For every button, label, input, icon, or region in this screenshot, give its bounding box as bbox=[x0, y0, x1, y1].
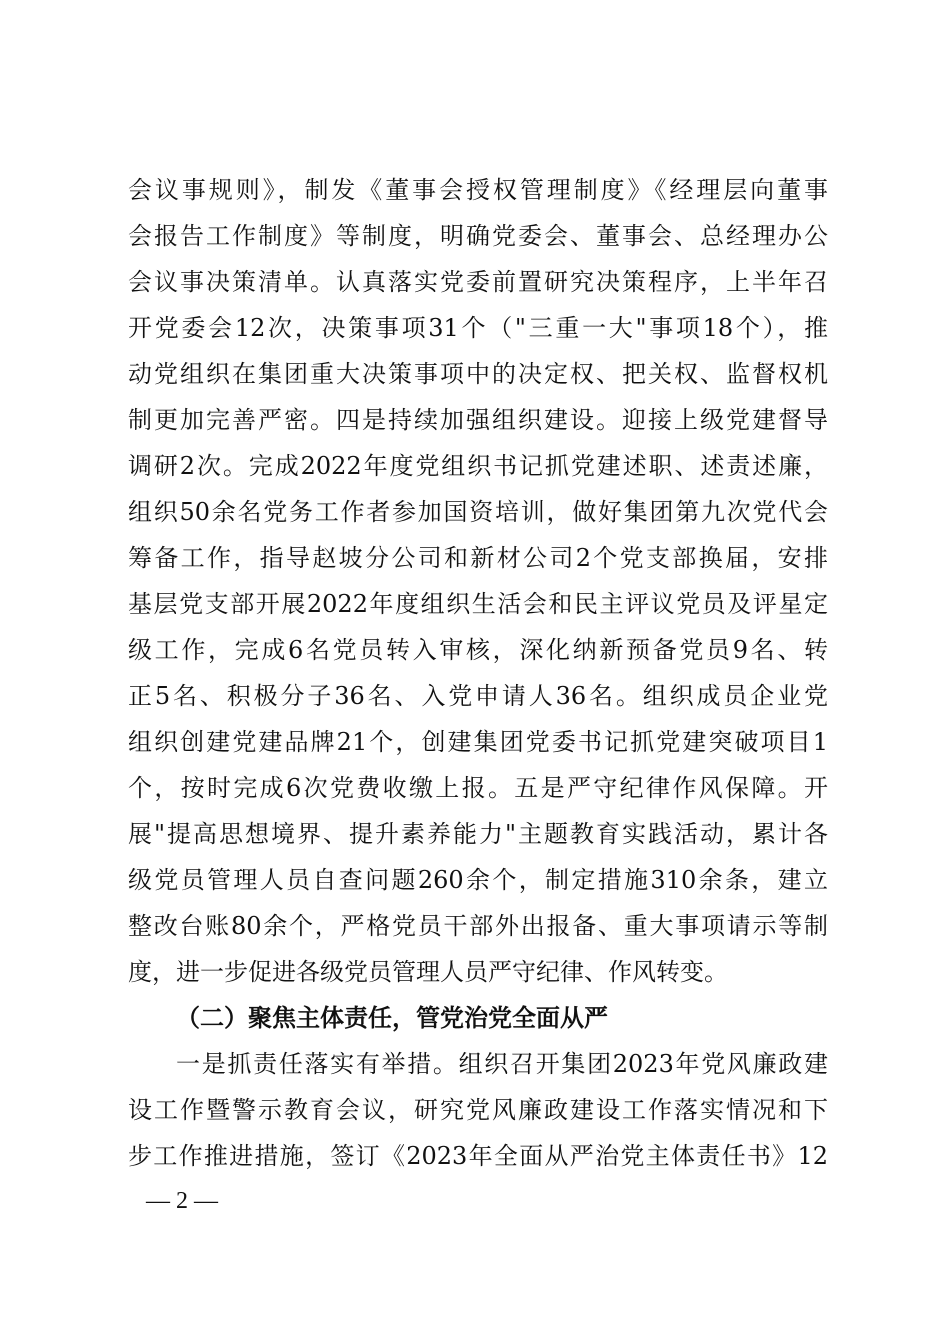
text-line: 个，按时完成6次党费收缴上报。五是严守纪律作风保障。开 bbox=[128, 774, 828, 802]
text-line: 展"提高思想境界、提升素养能力"主题教育实践活动，累计各 bbox=[128, 820, 828, 848]
text-line: 正5名、积极分子36名、入党申请人36名。组织成员企业党 bbox=[128, 682, 828, 710]
body-text bbox=[128, 167, 828, 1179]
page-number: — 2 — bbox=[146, 1188, 218, 1214]
section-heading: （二）聚焦主体责任，管党治党全面从严 bbox=[176, 1003, 608, 1032]
text-line: 组织创建党建品牌21个，创建集团党委书记抓党建突破项目1 bbox=[128, 728, 828, 756]
paragraph-first-line: 一是抓责任落实有举措。组织召开集团2023年党风廉政建 bbox=[176, 1050, 828, 1078]
text-line: 度，进一步促进各级党员管理人员严守纪律、作风转变。 bbox=[128, 958, 728, 986]
text-line: 会议事规则》，制发《董事会授权管理制度》《经理层向董事 bbox=[128, 176, 828, 204]
text-line: 会议事决策清单。认真落实党委前置研究决策程序，上半年召 bbox=[128, 268, 828, 296]
text-line: 动党组织在集团重大决策事项中的决定权、把关权、监督权机 bbox=[128, 360, 828, 388]
text-line: 步工作推进措施，签订《2023年全面从严治党主体责任书》12 bbox=[128, 1142, 828, 1170]
text-line: 级党员管理人员自查问题260余个，制定措施310余条，建立 bbox=[128, 866, 828, 894]
text-line: 基层党支部开展2022年度组织生活会和民主评议党员及评星定 bbox=[128, 590, 828, 618]
text-line: 组织50余名党务工作者参加国资培训，做好集团第九次党代会 bbox=[128, 498, 828, 526]
text-line: 开党委会12次，决策事项31个（"三重一大"事项18个），推 bbox=[128, 314, 828, 342]
text-line: 会报告工作制度》等制度，明确党委会、董事会、总经理办公 bbox=[128, 222, 828, 250]
text-line: 整改台账80余个，严格党员干部外出报备、重大事项请示等制 bbox=[128, 912, 828, 940]
text-line: 筹备工作，指导赵坡分公司和新材公司2个党支部换届，安排 bbox=[128, 544, 828, 572]
text-line: 设工作暨警示教育会议，研究党风廉政建设工作落实情况和下 bbox=[128, 1096, 828, 1124]
text-line: 级工作，完成6名党员转入审核，深化纳新预备党员9名、转 bbox=[128, 636, 828, 664]
text-line: 调研2次。完成2022年度党组织书记抓党建述职、述责述廉， bbox=[128, 452, 828, 480]
text-line: 制更加完善严密。四是持续加强组织建设。迎接上级党建督导 bbox=[128, 406, 828, 434]
